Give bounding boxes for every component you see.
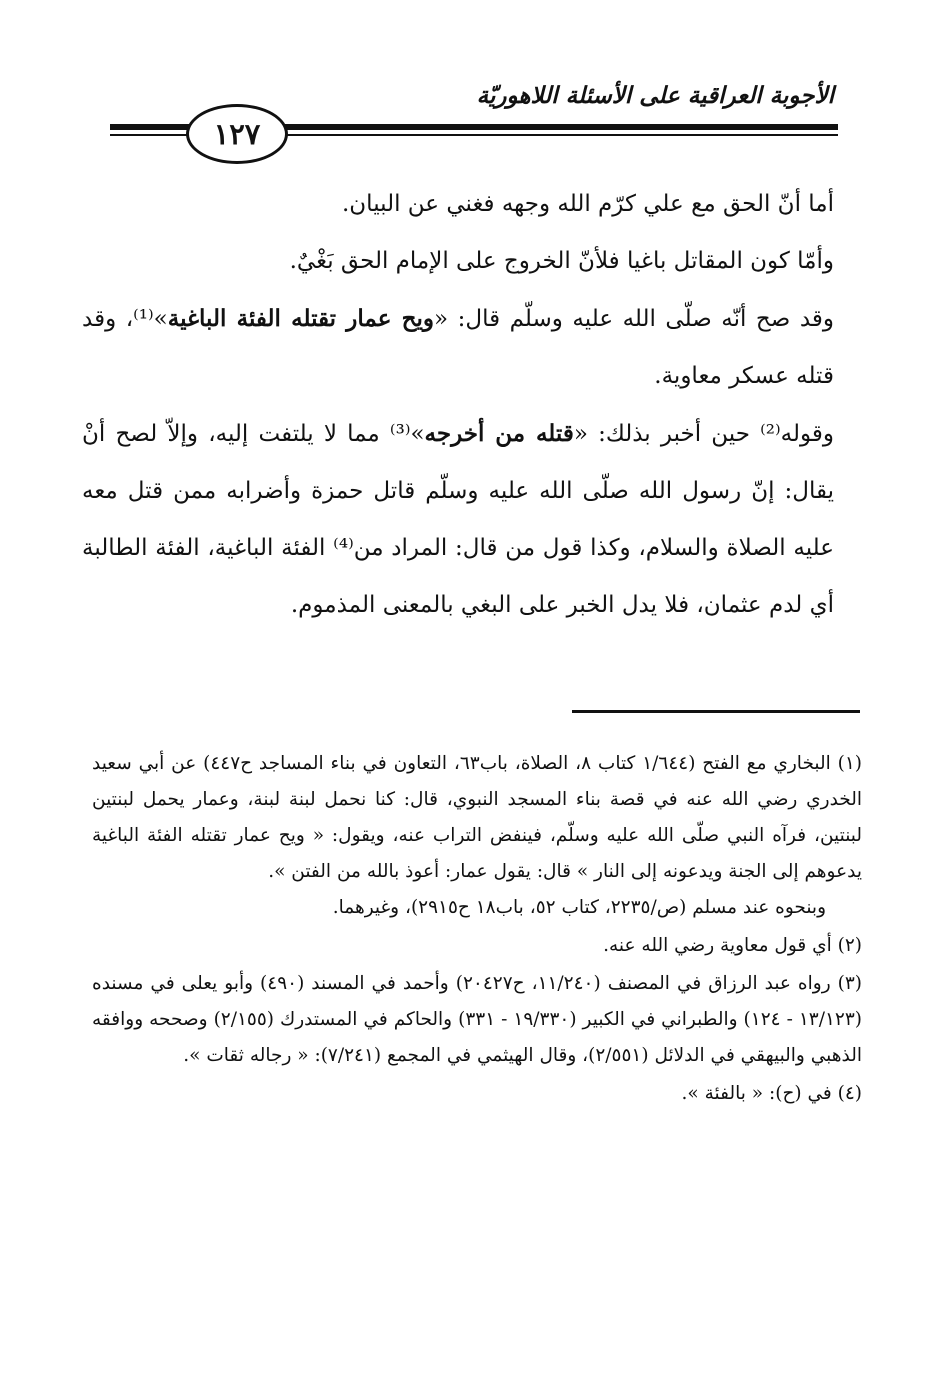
paragraph-3: [82, 290, 834, 405]
footnote-1-text: (١) البخاري مع الفتح (١/٦٤٤ كتاب ٨، الصلاة، باب٦٣، التعاون في بناء المساجد ح٤٤٧) عن أبي سعيد الخدري رضي الله عنه في قصة بناء المسجد النبوي، قال: كنا نحمل لبنة لبنة، وعمار يحمل لبنتين لبنتين، فرآه النبي صلّى الله عليه وسلّم، فينفض التراب عنه، ويقول: « ويح عمار تقتله الفئة الباغية يدعوهم إلى الجنة ويدعونه إلى النار » قال: يقول عمار: أعوذ بالله من الفتن ».: [92, 753, 862, 882]
paragraph-3-end: »⁽¹⁾، وقد قتله عسكر معاوية.: [82, 306, 834, 389]
paragraph-4-start: وقوله⁽²⁾ حين أخبر بذلك: «: [573, 421, 834, 447]
main-text: [82, 176, 834, 634]
footnote-1: [92, 746, 862, 926]
quote-qatalahu: قتله من أخرجه: [424, 420, 574, 447]
footnote-4: (٤) في (ح): « بالفئة ».: [681, 1083, 862, 1104]
paragraph-4-end: »⁽³⁾ مما لا يلتفت إليه، وإلاّ لصح أنْ يقال: إنّ رسول الله صلّى الله عليه وسلّم قاتل حمزة وأضرابه ممن قتل معه عليه الصلاة والسلام، وكذا قول من قال: المراد من⁽⁴⁾ الفئة الباغية، الفئة الطالبة أي لدم عثمان، فلا يدل الخبر على البغي بالمعنى المذموم.: [82, 421, 834, 618]
footnote-1-extra: وبنحوه عند مسلم (ص/٢٢٣٥، كتاب ٥٢، باب١٨ ح٢٩١٥)، وغيرهما.: [332, 897, 826, 918]
paragraph-1: أما أنّ الحق مع علي كرّم الله وجهه فغني عن البيان.: [341, 191, 834, 217]
paragraph-2: وأمّا كون المقاتل باغيا فلأنّ الخروج على الإمام الحق بَغْيٌ.: [289, 248, 834, 274]
footnotes: [92, 746, 862, 1114]
paragraph-3-start: وقد صح أنّه صلّى الله عليه وسلّم قال: «: [434, 306, 834, 332]
paragraph-4: [82, 405, 834, 634]
footnote-separator: [572, 710, 860, 713]
footnote-2: (٢) أي قول معاوية رضي الله عنه.: [603, 935, 862, 956]
running-header-title: الأجوبة العراقية على الأسئلة اللاهوريّة: [476, 82, 834, 109]
footnote-3: (٣) رواه عبد الرزاق في المصنف (١١/٢٤٠، ح٢٠٤٢٧) وأحمد في المسند (٤٩٠) وأبو يعلى في مسنده (١٣/١٢٣ - ١٢٤) والطبراني في الكبير (١٩/٣٣٠ - ٣٣١) والحاكم في المستدرك (٢/١٥٥) وصححه ووافقه الذهبي والبيهقي في الدلائل (٢/٥٥١)، وقال الهيثمي في المجمع (٧/٢٤١): « رجاله ثقات ».: [92, 973, 863, 1066]
hadith-quote-ammar: ويح عمار تقتله الفئة الباغية: [167, 305, 435, 332]
page-number-badge: ١٢٧: [186, 104, 288, 164]
